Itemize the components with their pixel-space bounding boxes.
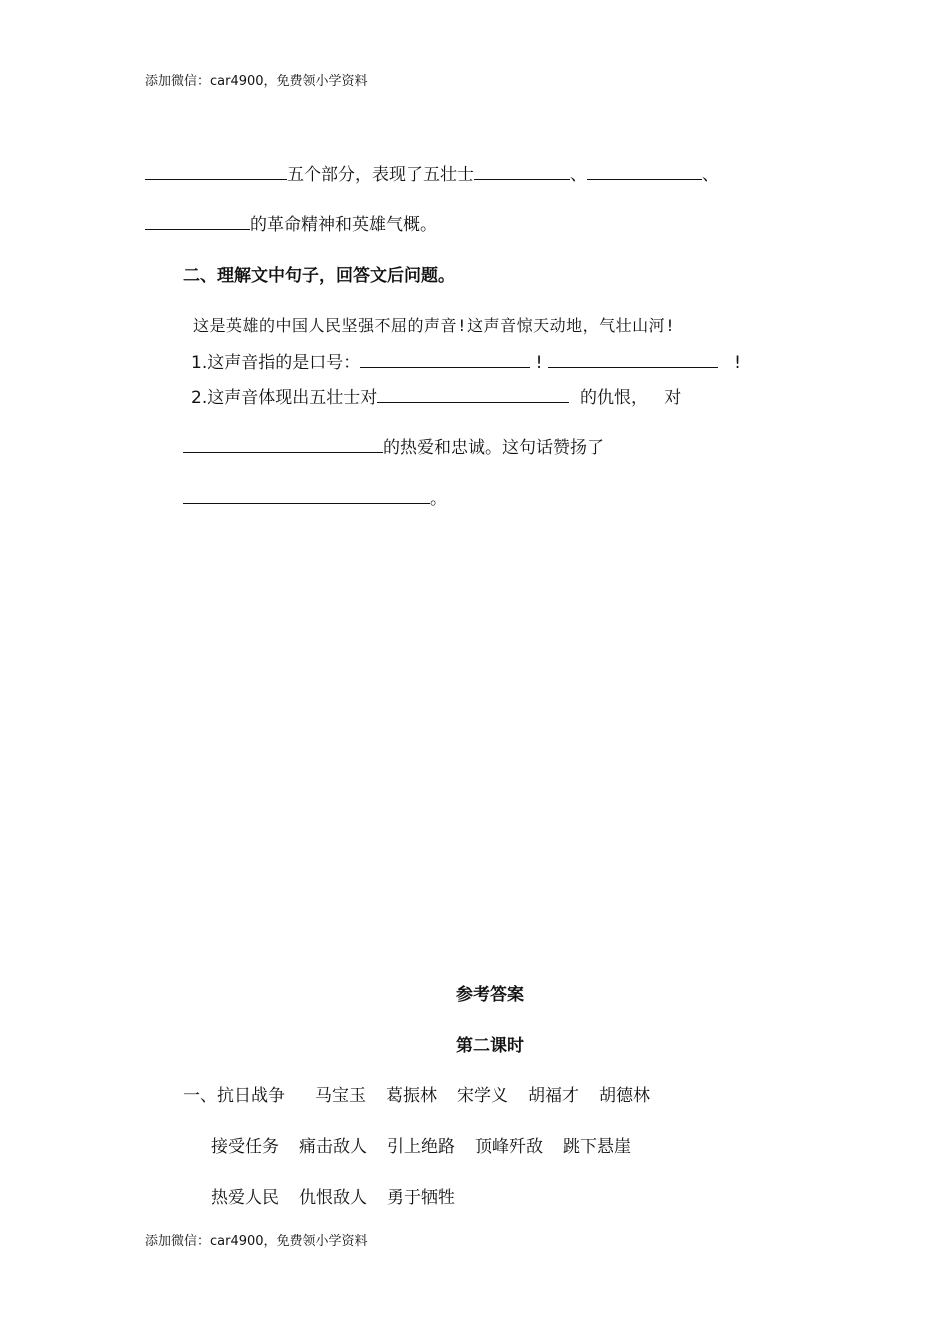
exclamation: !: [535, 353, 543, 373]
answer-item: 痛击敌人: [299, 1137, 367, 1157]
question-2-continued: [183, 433, 604, 458]
line-text: 五个部分，表现了五壮士: [287, 165, 474, 185]
line-text: 的革命精神和英雄气概。: [250, 215, 437, 235]
separator: 、: [702, 165, 719, 185]
answer-item: 跳下悬崖: [563, 1137, 631, 1157]
answer-item: 葛振林: [386, 1086, 437, 1106]
question-2: [191, 383, 681, 408]
answer-row-2: [211, 1132, 631, 1157]
answer-item: 勇于牺牲: [387, 1188, 455, 1208]
answer-blank[interactable]: [145, 228, 250, 230]
answer-row-1: [183, 1081, 650, 1106]
answers-subtitle: 第二课时: [456, 1036, 524, 1056]
exclamation: !: [734, 353, 741, 373]
answer-item: 接受任务: [211, 1137, 279, 1157]
answer-blank[interactable]: [587, 178, 702, 180]
question-text: 1.这声音指的是口号：: [191, 353, 361, 373]
answers-title: 参考答案: [456, 985, 524, 1005]
fill-line-2: [145, 210, 437, 235]
answer-item: 引上绝路: [387, 1137, 455, 1157]
fill-line-1: [145, 160, 719, 185]
question-text: 的仇恨，: [580, 388, 649, 408]
answer-item: 马宝玉: [315, 1086, 366, 1106]
question-text: 对: [664, 388, 682, 408]
separator: 、: [570, 165, 587, 185]
answer-blank[interactable]: [474, 178, 570, 180]
answer-blank[interactable]: [548, 366, 718, 368]
answer-blank[interactable]: [183, 451, 383, 453]
answer-blank[interactable]: [183, 502, 430, 504]
answer-row-3: [211, 1183, 455, 1208]
answer-item: 胡德林: [599, 1086, 650, 1106]
answer-blank[interactable]: [377, 401, 569, 403]
section-heading: 二、理解文中句子，回答文后问题。: [183, 266, 455, 286]
answer-blank[interactable]: [145, 178, 287, 180]
question-text: 的热爱和忠诚。这句话赞扬了: [383, 438, 604, 458]
quote-sentence: 这是英雄的中国人民坚强不屈的声音!这声音惊天动地，气壮山河!: [193, 316, 676, 335]
question-2-end: [183, 484, 447, 509]
page-footer: 添加微信：car4900，免费领小学资料: [145, 1234, 368, 1249]
page-header: 添加微信：car4900，免费领小学资料: [145, 74, 368, 89]
answer-item: 宋学义: [457, 1086, 508, 1106]
answer-blank[interactable]: [360, 366, 530, 368]
answer-item: 顶峰歼敌: [475, 1137, 543, 1157]
period: 。: [430, 489, 447, 509]
answer-item: 热爱人民: [211, 1188, 279, 1208]
answer-item: 仇恨敌人: [299, 1188, 367, 1208]
question-text: 2.这声音体现出五壮士对: [191, 388, 378, 408]
answer-item: 胡福才: [528, 1086, 579, 1106]
question-1: [191, 348, 741, 373]
answer-item: 一、抗日战争: [183, 1086, 285, 1106]
